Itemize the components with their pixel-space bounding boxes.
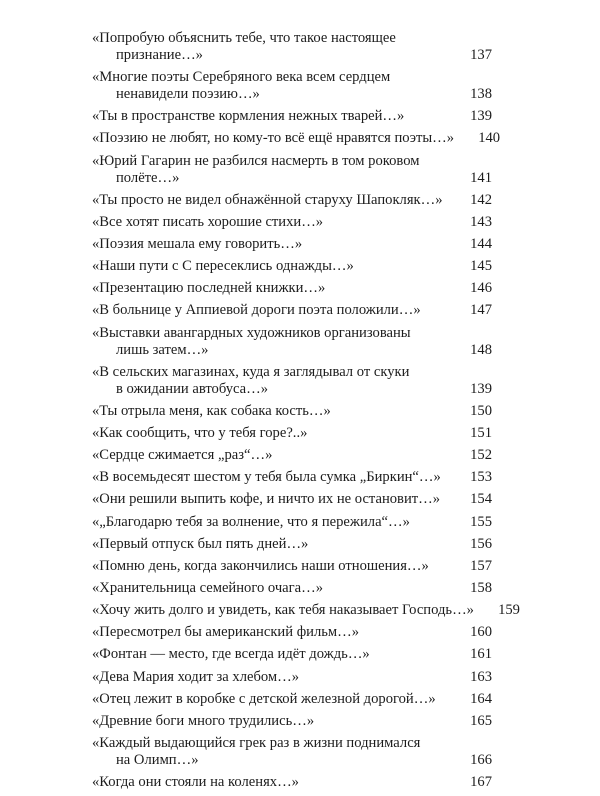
- toc-page-number: 158: [470, 579, 492, 596]
- toc-entry-line: [92, 342, 492, 359]
- toc-entry-title: «Первый отпуск был пять дней…»: [92, 535, 309, 552]
- toc-page-number: 139: [470, 108, 492, 125]
- toc-entry: [92, 447, 492, 464]
- toc-page-number: 165: [470, 712, 492, 729]
- toc-entry-title: на Олимп…»: [116, 751, 199, 768]
- toc-entry-title: «Ты отрыла меня, как собака кость…»: [92, 402, 331, 419]
- toc-entry: [92, 364, 492, 398]
- toc-entry: [92, 30, 492, 64]
- toc-entry-line: [92, 153, 492, 170]
- toc-leader: [325, 291, 452, 292]
- toc-page-number: 155: [470, 513, 492, 530]
- toc-entry-line: [92, 302, 492, 319]
- toc-entry-line: [92, 280, 492, 297]
- toc-entry: [92, 69, 492, 103]
- toc-page-number: 150: [470, 402, 492, 419]
- toc-leader: [260, 97, 452, 98]
- toc-page-number: 160: [470, 624, 492, 641]
- toc-entry-title: «Все хотят писать хорошие стихи…»: [92, 213, 324, 230]
- toc-page-number: 143: [470, 213, 492, 230]
- toc-leader: [203, 58, 452, 59]
- toc-entry-title: «Каждый выдающийся грек раз в жизни поднимался: [92, 734, 421, 751]
- toc-page-number: 151: [470, 424, 492, 441]
- toc-entry-title: «Помню день, когда закончились наши отношения…»: [92, 557, 429, 574]
- toc-leader: [179, 181, 452, 182]
- toc-entry: [92, 624, 492, 641]
- toc-entry-title: «Ты в пространстве кормления нежных тварей…»: [92, 108, 405, 125]
- toc-entry-title: ненавидели поэзию…»: [116, 86, 260, 103]
- toc-entry-line: [92, 86, 492, 103]
- toc-entry-line: [92, 381, 492, 398]
- toc-entry-title: «Хочу жить долго и увидеть, как тебя наказывает Господь…»: [92, 602, 474, 619]
- toc-entry: [92, 192, 492, 209]
- toc-entry-title: в ожидании автобуса…»: [116, 380, 269, 397]
- toc-entry-line: [92, 774, 492, 791]
- toc-page-number: 156: [470, 535, 492, 552]
- toc-entry-title: «Когда они стояли на коленях…»: [92, 774, 299, 791]
- toc-entry: [92, 669, 492, 686]
- toc-entry: [92, 258, 492, 275]
- toc-leader: [323, 591, 452, 592]
- table-of-contents: [92, 30, 520, 796]
- toc-page-number: 142: [470, 191, 492, 208]
- toc-page-number: 167: [470, 774, 492, 791]
- toc-page-number: 140: [478, 130, 501, 147]
- toc-entry-line: [92, 735, 492, 752]
- toc-page-number: 145: [470, 258, 492, 275]
- toc-entry: [92, 325, 492, 359]
- toc-entry: [92, 130, 501, 147]
- toc-leader: [199, 763, 452, 764]
- toc-entry-title: «Попробую объяснить тебе, что такое настоящее: [92, 30, 396, 46]
- toc-entry-title: «Как сообщить, что у тебя горе?..»: [92, 424, 308, 441]
- toc-entry: [92, 108, 492, 125]
- toc-entry-line: [92, 536, 492, 553]
- toc-leader: [443, 203, 452, 204]
- toc-leader: [268, 392, 452, 393]
- toc-entry: [92, 580, 492, 597]
- toc-entry: [92, 602, 520, 619]
- toc-entry-line: [92, 364, 492, 381]
- toc-entry-title: «Дева Мария ходит за хлебом…»: [92, 668, 300, 685]
- toc-entry-line: [92, 469, 492, 486]
- toc-leader: [354, 269, 452, 270]
- toc-page-number: 152: [470, 447, 492, 464]
- toc-leader: [429, 569, 452, 570]
- toc-leader: [440, 502, 452, 503]
- toc-entry: [92, 280, 492, 297]
- toc-entry-line: [92, 258, 492, 275]
- toc-page-number: 144: [470, 235, 492, 252]
- toc-entry-line: [92, 646, 492, 663]
- toc-entry: [92, 536, 492, 553]
- toc-entry-line: [92, 30, 492, 47]
- toc-leader: [441, 480, 452, 481]
- toc-entry-line: [92, 192, 492, 209]
- toc-entry: [92, 236, 492, 253]
- toc-entry-title: полёте…»: [116, 169, 180, 186]
- toc-page-number: 164: [470, 690, 492, 707]
- toc-entry-line: [92, 514, 492, 531]
- toc-leader: [299, 785, 452, 786]
- toc-entry-line: [92, 491, 492, 508]
- toc-leader: [314, 724, 452, 725]
- toc-page-number: 161: [470, 646, 492, 663]
- toc-entry: [92, 153, 492, 187]
- toc-entry-line: [92, 691, 492, 708]
- toc-leader: [208, 353, 452, 354]
- toc-leader: [436, 702, 452, 703]
- toc-page-number: 146: [470, 280, 492, 297]
- toc-entry-title: «Сердце сжимается „раз“…»: [92, 447, 273, 464]
- toc-entry-title: «В восемьдесят шестом у тебя была сумка „Биркин“…»: [92, 469, 441, 486]
- toc-entry-line: [92, 624, 492, 641]
- toc-page-number: 141: [470, 169, 492, 186]
- toc-leader: [272, 458, 452, 459]
- toc-entry-title: «Поэзию не любят, но кому-то всё ещё нравятся поэты…»: [92, 130, 455, 147]
- toc-entry-title: «Презентацию последней книжки…»: [92, 280, 326, 297]
- toc-page-number: 166: [470, 751, 492, 768]
- toc-entry-line: [92, 236, 492, 253]
- toc-leader: [421, 313, 452, 314]
- toc-entry: [92, 558, 492, 575]
- toc-page-number: 147: [470, 302, 492, 319]
- toc-page-number: 159: [498, 602, 520, 619]
- toc-leader: [308, 547, 452, 548]
- toc-leader: [410, 525, 452, 526]
- toc-page-number: 148: [470, 341, 492, 358]
- toc-entry-title: «В больнице у Аппиевой дороги поэта положили…»: [92, 302, 421, 319]
- toc-entry-title: «„Благодарю тебя за волнение, что я пережила“…»: [92, 513, 410, 530]
- toc-entry-line: [92, 602, 520, 619]
- toc-leader: [370, 657, 452, 658]
- toc-entry-title: «Юрий Гагарин не разбился насмерть в том роковом: [92, 152, 420, 169]
- toc-entry-line: [92, 669, 492, 686]
- toc-entry: [92, 491, 492, 508]
- toc-entry: [92, 469, 492, 486]
- toc-leader: [359, 635, 452, 636]
- toc-entry-line: [92, 170, 492, 187]
- toc-entry-line: [92, 325, 492, 342]
- toc-page-number: 154: [470, 491, 492, 508]
- toc-entry-line: [92, 69, 492, 86]
- toc-entry-title: «Пересмотрел бы американский фильм…»: [92, 624, 360, 641]
- toc-page-number: 157: [470, 557, 492, 574]
- toc-entry-title: «В сельских магазинах, куда я заглядывал от скуки: [92, 363, 410, 380]
- toc-entry-line: [92, 580, 492, 597]
- toc-entry-line: [92, 558, 492, 575]
- toc-entry-title: лишь затем…»: [116, 341, 209, 358]
- toc-leader: [307, 436, 452, 437]
- toc-entry-line: [92, 214, 492, 231]
- toc-entry: [92, 691, 492, 708]
- toc-entry: [92, 425, 492, 442]
- toc-page-number: 163: [470, 668, 492, 685]
- toc-entry-line: [92, 425, 492, 442]
- toc-page-number: 153: [470, 469, 492, 486]
- toc-page-number: 139: [470, 380, 492, 397]
- toc-entry: [92, 774, 492, 791]
- toc-entry-title: «Многие поэты Серебряного века всем сердцем: [92, 69, 391, 86]
- toc-entry-title: признание…»: [116, 47, 203, 63]
- toc-entry-title: «Выставки авангардных художников организованы: [92, 324, 411, 341]
- toc-entry-line: [92, 447, 492, 464]
- toc-page-number: 137: [470, 47, 492, 63]
- toc-entry-line: [92, 47, 492, 64]
- toc-leader: [404, 119, 452, 120]
- toc-page-number: 138: [470, 86, 492, 103]
- toc-entry-title: «Поэзия мешала ему говорить…»: [92, 235, 303, 252]
- toc-entry-title: «Древние боги много трудились…»: [92, 712, 315, 729]
- toc-entry-line: [92, 108, 492, 125]
- toc-entry: [92, 403, 492, 420]
- toc-entry-line: [92, 752, 492, 769]
- toc-entry-title: «Отец лежит в коробке с детской железной дорогой…»: [92, 690, 436, 707]
- toc-entry: [92, 302, 492, 319]
- toc-entry-title: «Хранительница семейного очага…»: [92, 579, 323, 596]
- toc-entry: [92, 514, 492, 531]
- toc-entry: [92, 735, 492, 769]
- toc-entry: [92, 214, 492, 231]
- toc-entry-title: «Наши пути с С пересеклись однажды…»: [92, 258, 354, 275]
- toc-leader: [323, 225, 452, 226]
- toc-entry: [92, 646, 492, 663]
- toc-entry: [92, 713, 492, 730]
- toc-entry-line: [92, 130, 501, 147]
- toc-leader: [331, 414, 452, 415]
- toc-entry-title: «Они решили выпить кофе, и ничто их не остановит…»: [92, 491, 441, 508]
- toc-entry-line: [92, 713, 492, 730]
- toc-leader: [302, 247, 452, 248]
- toc-leader: [299, 680, 452, 681]
- toc-entry-title: «Фонтан — место, где всегда идёт дождь…»: [92, 646, 370, 663]
- toc-entry-title: «Ты просто не видел обнажённой старуху Шапокляк…»: [92, 191, 443, 208]
- toc-entry-line: [92, 403, 492, 420]
